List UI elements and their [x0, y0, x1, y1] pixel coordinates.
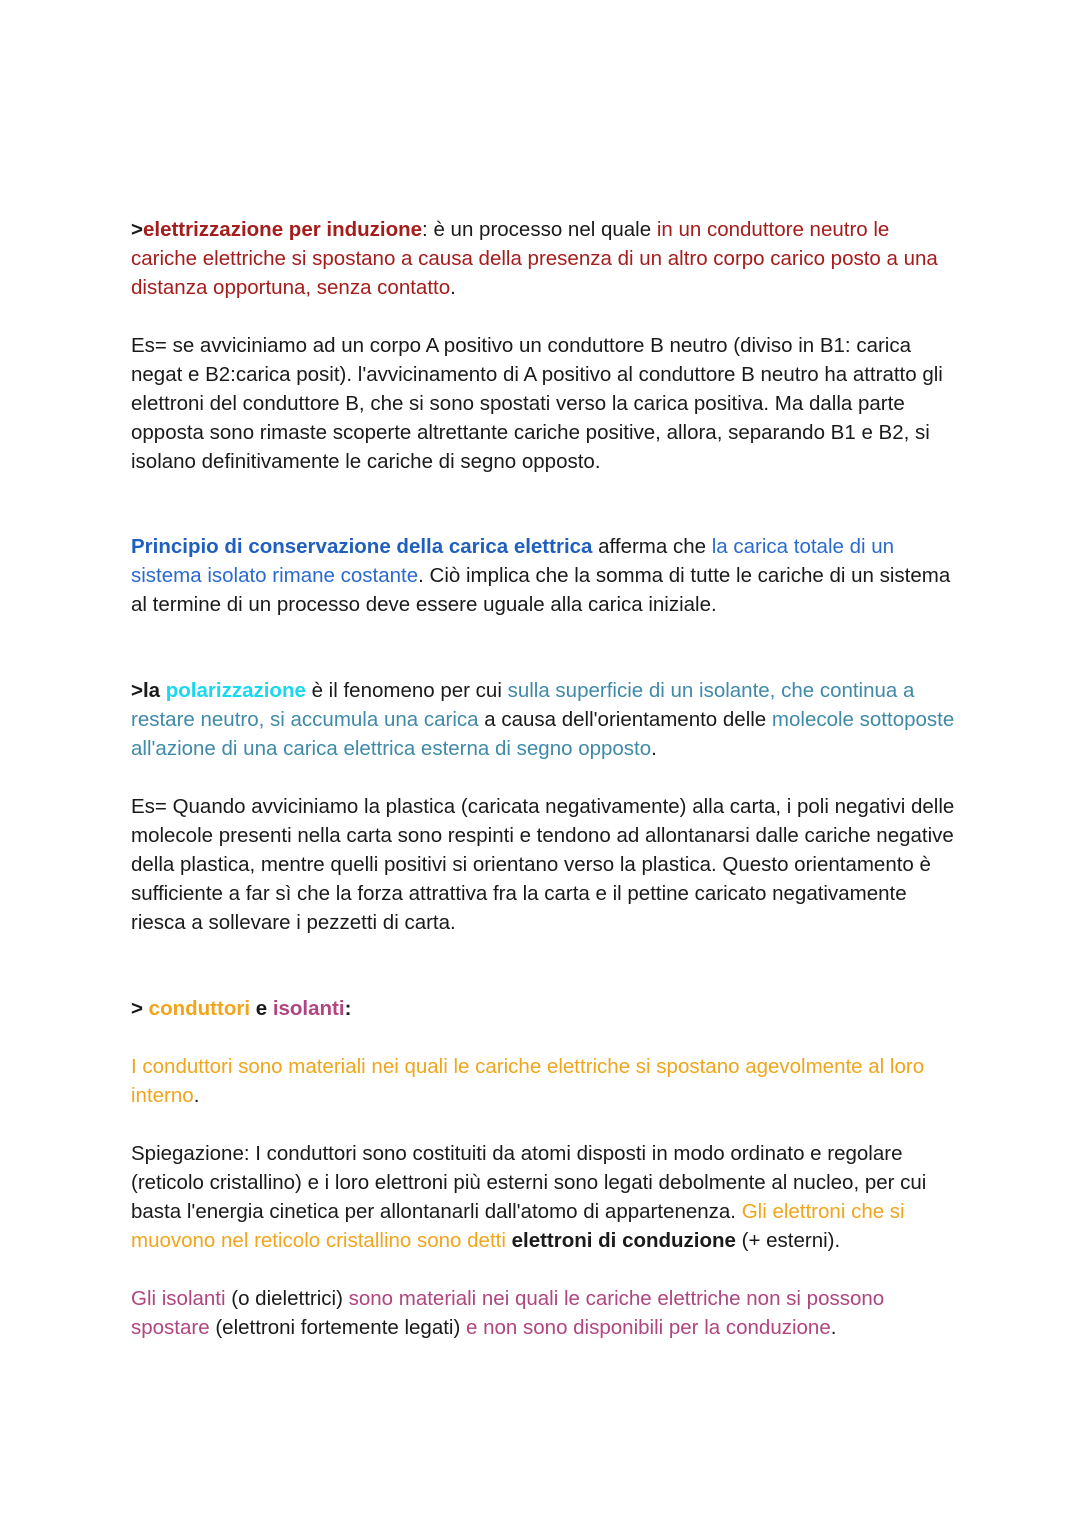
induzione-definition: in un conduttore neutro le cariche elettriche si spostano a causa della presenza di un altro corpo carico posto a una distanza opportuna, senza contatto — [131, 218, 938, 299]
document-page — [131, 215, 956, 1342]
conservazione-mid: afferma che — [592, 535, 712, 558]
induzione-end: . — [450, 276, 456, 299]
isolanti-p3: sono materiali nei quali le cariche elettriche non si possono spostare — [131, 1287, 885, 1339]
conduttori-term: conduttori — [148, 997, 251, 1020]
esempio-polarizzazione: Es= Quando avviciniamo la plastica (caricata negativamente) alla carta, i poli negativi delle molecole presenti nella carta sono respinti e tendono ad allontanarsi dalle cariche negative della plastica, mentre quelli positivi si orientano verso la plastica. Questo orientamento è sufficiente a far sì che la forza attrattiva fra la carta e il pettine caricato negativamente riesca a sollevare i pezzetti di carta. — [131, 795, 955, 934]
bullet-marker: > — [131, 218, 143, 241]
isolanti-p2: (o dielettrici) — [225, 1287, 349, 1310]
conduttori-end: . — [193, 1084, 200, 1107]
polarizzazione-mid1: è il fenomeno per cui — [305, 679, 508, 702]
esempio-induzione: Es= se avviciniamo ad un corpo A positivo un conduttore B neutro (diviso in B1: carica negat e B2:carica posit). l'avvicinamento di A positivo al conduttore B neutro ha attratto gli elettroni del conduttore B, che si sono spostati verso la carica positiva. Ma dalla parte opposta sono rimaste scoperte altrettante cariche positive, allora, separando B1 e B2, si isolano definitivamente le cariche di segno opposto. — [131, 334, 943, 473]
spiegazione-colored: Gli elettroni che si muovono nel reticolo cristallino sono detti — [131, 1200, 905, 1252]
spiegazione-tail: (+ esterni). — [735, 1229, 841, 1252]
conduttori-definition: I conduttori sono materiali nei quali le cariche elettriche si spostano agevolmente al loro interno — [131, 1055, 925, 1107]
isolanti-p4: (elettroni fortemente legati) — [209, 1316, 467, 1339]
isolanti-p5: e non sono disponibili per la conduzione — [466, 1316, 831, 1339]
conservazione-paragraph — [131, 532, 956, 619]
spiegazione-text: Spiegazione: I conduttori sono costituiti da atomi disposti in modo ordinato e regolare (reticolo cristallino) e i loro elettroni più esterni sono legati debolmente al nucleo, per cui basta l'energia cinetica per allontanarli dall'atomo di appartenenza. — [131, 1142, 927, 1223]
heading-conj: e — [250, 997, 273, 1020]
induzione-term: elettrizzazione per induzione — [142, 218, 423, 241]
polarizzazione-end: . — [651, 737, 657, 760]
induzione-paragraph — [131, 215, 956, 302]
polarizzazione-term: polarizzazione — [165, 679, 306, 702]
heading-colon: : — [344, 997, 352, 1020]
polarizzazione-mid2: a causa dell'orientamento delle — [478, 708, 772, 731]
induzione-colon: : — [422, 218, 428, 241]
isolanti-term: isolanti — [272, 997, 345, 1020]
conservazione-definition: la carica totale di un sistema isolato rimane costante — [131, 535, 895, 587]
polarizzazione-def2: molecole sottoposte all'azione di una carica elettrica esterna di segno opposto — [131, 708, 955, 760]
conservazione-rest: . Ciò implica che la somma di tutte le cariche di un sistema al termine di un processo deve essere uguale alla carica iniziale. — [131, 564, 951, 616]
heading-prefix: > — [131, 997, 149, 1020]
polarizzazione-prefix: >la — [131, 679, 166, 702]
conservazione-term: Principio di conservazione della carica elettrica — [131, 535, 593, 558]
polarizzazione-def1: sulla superficie di un isolante, che continua a restare neutro, si accumula una carica — [131, 679, 915, 731]
isolanti-paragraph — [131, 1284, 956, 1342]
spiegazione-paragraph — [131, 1139, 956, 1255]
polarizzazione-paragraph — [131, 676, 956, 763]
conduttori-paragraph — [131, 1052, 956, 1110]
isolanti-p1: Gli isolanti — [131, 1287, 226, 1310]
conduttori-isolanti-heading — [131, 994, 956, 1023]
induzione-intro: è un processo nel quale — [427, 218, 657, 241]
isolanti-end: . — [830, 1316, 837, 1339]
spiegazione-bold: elettroni di conduzione — [511, 1229, 736, 1252]
